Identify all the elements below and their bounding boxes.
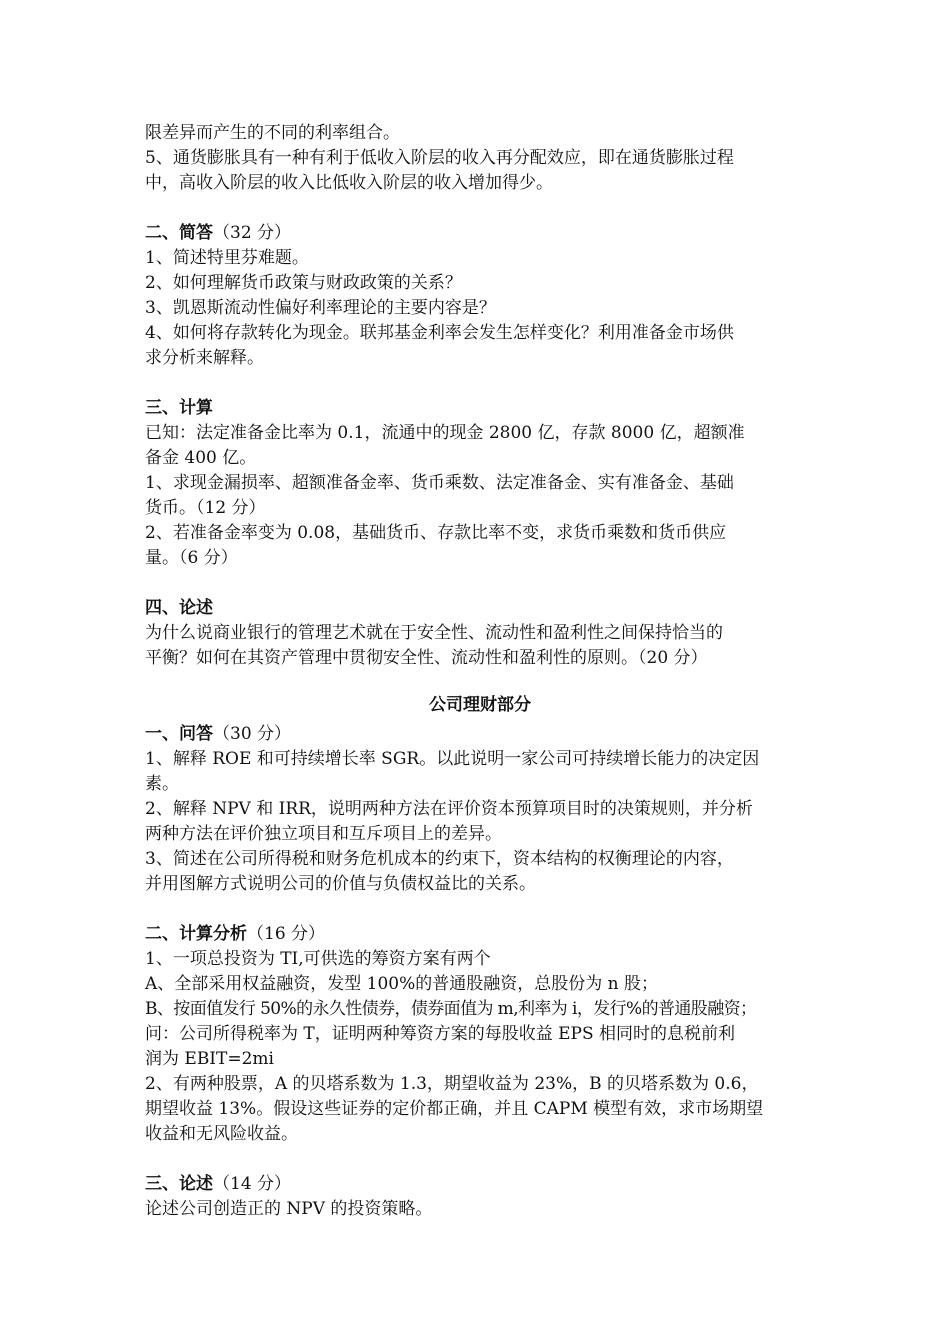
question-line: 两种方法在评价独立项目和互斥项目上的差异。 xyxy=(145,824,502,844)
section-title: 二、计算分析 xyxy=(145,924,247,944)
question-line: 量。（6 分） xyxy=(145,548,238,568)
question-line: 已知：法定准备金比率为 0.1，流通中的现金 2800 亿，存款 8000 亿，超额准 xyxy=(145,423,745,443)
question-line: 期望收益 13%。假设这些证券的定价都正确，并且 CAPM 模型有效，求市场期望 xyxy=(145,1099,764,1119)
section-score: （14 分） xyxy=(213,1174,292,1194)
section-heading xyxy=(145,221,815,246)
question-line: 润为 EBIT=2mi xyxy=(145,1049,274,1069)
question-line: 素。 xyxy=(145,774,179,794)
question-line: 求分析来解释。 xyxy=(145,348,264,368)
section-title: 一、问答 xyxy=(145,724,213,744)
question-line: 2、如何理解货币政策与财政政策的关系？ xyxy=(145,273,462,293)
section-title: 三、计算 xyxy=(145,398,213,418)
question-line: 3、简述在公司所得税和财务危机成本的约束下，资本结构的权衡理论的内容， xyxy=(145,849,734,869)
question-line: 2、解释 NPV 和 IRR，说明两种方法在评价资本预算项目时的决策规则，并分析 xyxy=(145,799,753,819)
section-score: （16 分） xyxy=(247,924,326,944)
question-line: 论述公司创造正的 NPV 的投资策略。 xyxy=(145,1199,433,1219)
question-line: 问：公司所得税率为 T，证明两种筹资方案的每股收益 EPS 相同时的息税前利 xyxy=(145,1024,736,1044)
section-score: （32 分） xyxy=(213,223,292,243)
question-line: 货币。（12 分） xyxy=(145,498,266,518)
text-line: 限差异而产生的不同的利率组合。 xyxy=(145,123,400,143)
section-title: 三、论述 xyxy=(145,1174,213,1194)
question-line: 1、一项总投资为 TI,可供选的筹资方案有两个 xyxy=(145,949,491,969)
question-line: 并用图解方式说明公司的价值与负债权益比的关系。 xyxy=(145,874,536,894)
section-heading xyxy=(145,1172,815,1197)
question-line: 2、有两种股票，A 的贝塔系数为 1.3，期望收益为 23%，B 的贝塔系数为 0.6， xyxy=(145,1074,759,1094)
question-line: 收益和无风险收益。 xyxy=(145,1124,298,1144)
question-line: 2、若准备金率变为 0.08，基础货币、存款比率不变，求货币乘数和货币供应 xyxy=(145,523,727,543)
question-line: 4、如何将存款转化为现金。联邦基金利率会发生怎样变化？利用准备金市场供 xyxy=(145,323,734,343)
section-heading xyxy=(145,722,815,747)
question-line: 备金 400 亿。 xyxy=(145,448,257,468)
question-line: 1、求现金漏损率、超额准备金率、货币乘数、法定准备金、实有准备金、基础 xyxy=(145,473,734,493)
question-line: A、全部采用权益融资，发型 100%的普通股融资，总股份为 n 股； xyxy=(145,974,659,994)
text-line: 中，高收入阶层的收入比低收入阶层的收入增加得少。 xyxy=(145,173,553,193)
exam-page xyxy=(145,121,815,1222)
question-line: B、按面值发行 50%的永久性债券，债券面值为 m,利率为 i，发行%的普通股融资； xyxy=(145,999,757,1019)
question-line: 1、简述特里芬难题。 xyxy=(145,248,309,268)
section-title: 四、论述 xyxy=(145,598,213,618)
question-line: 为什么说商业银行的管理艺术就在于安全性、流动性和盈利性之间保持恰当的 xyxy=(145,623,723,643)
question-line: 3、凯恩斯流动性偏好利率理论的主要内容是？ xyxy=(145,298,496,318)
question-line: 1、解释 ROE 和可持续增长率 SGR。以此说明一家公司可持续增长能力的决定因 xyxy=(145,749,760,769)
section-title: 二、简答 xyxy=(145,223,213,243)
section-score: （30 分） xyxy=(213,724,292,744)
section-heading xyxy=(145,922,815,947)
part-title: 公司理财部分 xyxy=(429,695,531,715)
text-line: 5、通货膨胀具有一种有利于低收入阶层的收入再分配效应，即在通货膨胀过程 xyxy=(145,148,734,168)
question-line: 平衡？如何在其资产管理中贯彻安全性、流动性和盈利性的原则。（20 分） xyxy=(145,648,708,668)
